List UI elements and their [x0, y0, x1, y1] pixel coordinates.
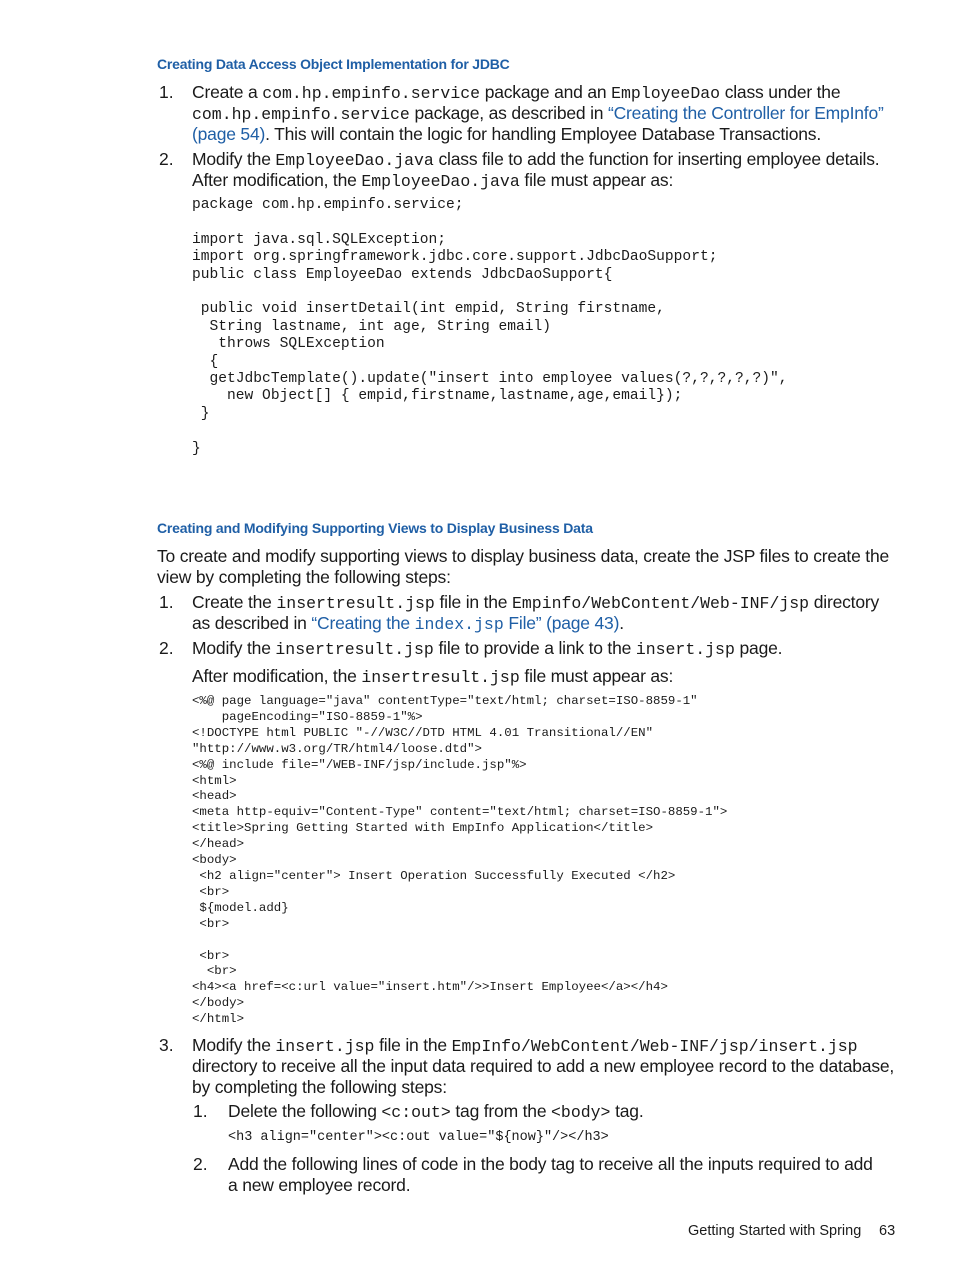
step-text: directory to receive all the input data required to add a new employee record to the database,	[192, 1056, 895, 1076]
substep-text: Delete the following <c:out> tag from the <body> tag.	[228, 1101, 644, 1122]
inline-code: <body>	[551, 1103, 611, 1122]
page-number: 63	[879, 1223, 896, 1239]
page-reference-link[interactable]: (page 54)	[192, 124, 266, 144]
inline-code: insertresult.jsp	[275, 640, 434, 659]
step-number: 2.	[159, 638, 174, 658]
inline-code: <c:out>	[381, 1103, 451, 1122]
inline-code: com.hp.empinfo.service	[192, 105, 410, 124]
substep-number: 1.	[193, 1101, 208, 1121]
step-number: 1.	[159, 82, 174, 102]
cross-reference-link[interactable]: “Creating the index.jsp File” (page 43)	[311, 613, 620, 634]
intro-text: To create and modify supporting views to display business data, create the JSP files to create the	[157, 546, 890, 566]
inline-code: Empinfo/WebContent/Web-INF/jsp	[512, 594, 810, 613]
step-text: by completing the following steps:	[192, 1077, 447, 1097]
code-block-employeedao: package com.hp.empinfo.service; import java.sql.SQLException; import org.springframework.jdbc.core.support.JdbcDaoSupport; public class EmployeeDao extends JdbcDaoSupport{ public void insertDetail(int empid, String firstname, String lastname, int age, String email) throws SQLException { getJdbcTemplate().update("insert into employee values(?,?,?,?,?)", new Object[] { empid,firstname,lastname,age,email}); } }	[192, 197, 788, 457]
inline-code: EmpInfo/WebContent/Web-INF/jsp/insert.jsp	[451, 1037, 858, 1056]
step-text: Create a com.hp.empinfo.service package and an EmployeeDao class under the	[192, 82, 841, 103]
step-number: 1.	[159, 592, 174, 612]
step-text: com.hp.empinfo.service package, as described in “Creating the Controller for EmpInfo”	[192, 103, 884, 124]
cross-reference-link[interactable]: “Creating the Controller for EmpInfo”	[607, 103, 884, 123]
substep-text: Add the following lines of code in the body tag to receive all the inputs required to add	[228, 1154, 873, 1174]
inline-code: com.hp.empinfo.service	[262, 84, 481, 103]
step-text: Modify the EmployeeDao.java class file to add the function for inserting employee details.	[192, 149, 880, 170]
inline-code: insert.jsp	[635, 640, 735, 659]
intro-text: view by completing the following steps:	[157, 567, 451, 587]
inline-code: EmployeeDao.java	[275, 151, 434, 170]
inline-code: EmployeeDao.java	[361, 172, 520, 191]
step-text: After modification, the EmployeeDao.java file must appear as:	[192, 170, 674, 191]
step-text: as described in “Creating the index.jsp File” (page 43).	[192, 613, 624, 634]
step-text: Create the insertresult.jsp file in the Empinfo/WebContent/Web-INF/jsp directory	[192, 592, 880, 613]
section-heading-views: Creating and Modifying Supporting Views to Display Business Data	[157, 520, 593, 536]
step-text: Modify the insert.jsp file in the EmpInfo/WebContent/Web-INF/jsp/insert.jsp	[192, 1035, 858, 1056]
substep-number: 2.	[193, 1154, 208, 1174]
substep-text: a new employee record.	[228, 1175, 411, 1195]
inline-code: insertresult.jsp	[276, 594, 435, 613]
code-block-h3-tag: <h3 align="center"><c:out value="${now}"/></h3>	[228, 1130, 609, 1145]
inline-code: EmployeeDao	[611, 84, 721, 103]
inline-code: insert.jsp	[275, 1037, 375, 1056]
inline-code: insertresult.jsp	[361, 668, 520, 687]
step-number: 3.	[159, 1035, 174, 1055]
footer-title: Getting Started with Spring	[688, 1223, 862, 1239]
step-text: Modify the insertresult.jsp file to provide a link to the insert.jsp page.	[192, 638, 783, 659]
section-heading-dao: Creating Data Access Object Implementation for JDBC	[157, 56, 510, 72]
step-text: (page 54). This will contain the logic for handling Employee Database Transactions.	[192, 124, 822, 144]
step-text: After modification, the insertresult.jsp file must appear as:	[192, 666, 674, 687]
step-number: 2.	[159, 149, 174, 169]
code-block-insertresult: <%@ page language="java" contentType="text/html; charset=ISO-8859-1" pageEncoding="ISO-8859-1"%> <!DOCTYPE html PUBLIC "-//W3C//DTD HTML 4.01 Transitional//EN" "http://www.w3.org/TR/html4/loose.dtd"> <%@ include file="/WEB-INF/jsp/include.jsp"%> <html> <head> <meta http-equiv="Content-Type" content="text/html; charset=ISO-8859-1"> <title>Spring Getting Started with EmpInfo Application</title> </head> <body> <h2 align="center"> Insert Operation Successfully Executed </h2> <br> ${model.add} <br> <br> <br> <h4><a href=<c:url value="insert.htm"/>>Insert Employee</a></h4> </body> </html>	[192, 694, 728, 1027]
